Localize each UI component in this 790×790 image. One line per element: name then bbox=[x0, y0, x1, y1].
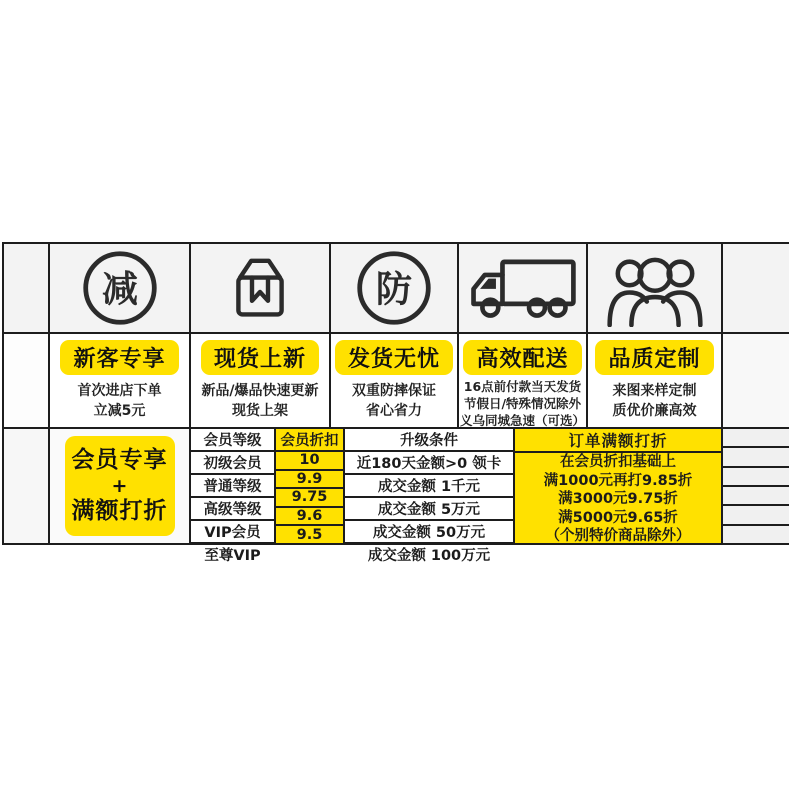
feature-desc: 新品/爆品快速更新 现货上架 bbox=[201, 383, 319, 419]
feature-cell-new-customer bbox=[48, 244, 189, 332]
table-row: 高级等级 bbox=[191, 498, 274, 521]
feature-pill: 现货上新 bbox=[201, 340, 319, 375]
shield-char: 防 bbox=[375, 267, 413, 311]
member-level-column bbox=[189, 429, 274, 564]
feature-label-custom bbox=[586, 334, 721, 427]
icon-row bbox=[4, 244, 789, 334]
promo-grid bbox=[2, 242, 789, 564]
column-header-condition: 升级条件 bbox=[345, 429, 513, 452]
order-discount-column bbox=[513, 429, 721, 543]
column-header-level: 会员等级 bbox=[191, 429, 274, 452]
table-row: 9.5 bbox=[296, 526, 323, 543]
upgrade-condition-column bbox=[343, 429, 513, 564]
table-row: 10 bbox=[276, 452, 343, 471]
label-row bbox=[4, 334, 789, 429]
feature-pill: 发货无忧 bbox=[335, 340, 453, 375]
member-banner-cell bbox=[48, 429, 189, 543]
left-spacer-cell bbox=[4, 244, 48, 332]
right-spacer-cell bbox=[721, 334, 789, 427]
right-spacer-cell bbox=[721, 244, 789, 332]
column-header-discount: 会员折扣 bbox=[276, 429, 343, 452]
plus-sign: + bbox=[111, 475, 128, 497]
table-row: 成交金额 5万元 bbox=[345, 498, 513, 521]
member-banner-line1: 会员专享 bbox=[71, 447, 168, 473]
table-row: 近180天金额>0 领卡 bbox=[345, 452, 513, 475]
feature-desc: 双重防摔保证 省心省力 bbox=[352, 383, 436, 419]
table-row: 普通等级 bbox=[191, 475, 274, 498]
right-spacer-column bbox=[721, 429, 789, 543]
left-spacer-cell bbox=[4, 429, 48, 543]
table-row: 成交金额 1千元 bbox=[345, 475, 513, 498]
table-row: 初级会员 bbox=[191, 452, 274, 475]
table-row: 至尊VIP bbox=[204, 548, 261, 564]
feature-desc: 首次进店下单 立减5元 bbox=[77, 383, 162, 419]
feature-desc: 16点前付款当天发货 节假日/特殊情况除外 义乌同城急速（可选） bbox=[459, 379, 585, 428]
membership-table-row bbox=[4, 429, 789, 564]
feature-pill: 高效配送 bbox=[463, 340, 581, 375]
feature-cell-new-stock bbox=[189, 244, 329, 332]
feature-pill: 品质定制 bbox=[595, 340, 713, 375]
feature-pill: 新客专享 bbox=[60, 340, 178, 375]
package-box-icon bbox=[220, 249, 300, 327]
feature-desc: 来图来样定制 质优价廉高效 bbox=[612, 383, 697, 419]
feature-label-delivery bbox=[457, 334, 586, 427]
feature-label-shipping bbox=[329, 334, 457, 427]
people-icon bbox=[604, 249, 706, 327]
table-row: 成交金额 100万元 bbox=[367, 548, 491, 564]
table-row: 9.9 bbox=[276, 471, 343, 490]
truck-icon bbox=[467, 254, 579, 322]
feature-label-new-stock bbox=[189, 334, 329, 427]
feature-cell-delivery bbox=[457, 244, 586, 332]
left-spacer-cell bbox=[4, 334, 48, 427]
discount-char: 减 bbox=[101, 267, 138, 311]
column-header-order-discount: 订单满额打折 bbox=[515, 429, 721, 453]
feature-label-new-customer bbox=[48, 334, 189, 427]
member-banner bbox=[65, 436, 175, 536]
table-row: 9.6 bbox=[276, 508, 343, 527]
table-row: 成交金额 50万元 bbox=[345, 521, 513, 544]
table-row: 9.75 bbox=[276, 489, 343, 508]
shield-circle-icon bbox=[354, 248, 434, 328]
table-row: VIP会员 bbox=[191, 521, 274, 544]
feature-cell-shipping bbox=[329, 244, 457, 332]
member-banner-line3: 满额打折 bbox=[71, 498, 168, 524]
member-discount-column bbox=[274, 429, 343, 543]
discount-circle-icon bbox=[80, 248, 160, 328]
order-discount-details: 在会员折扣基础上 满1000元再打9.85折 满3000元9.75折 满5000元9.65折 （个别特价商品除外） bbox=[543, 454, 693, 545]
feature-cell-custom bbox=[586, 244, 721, 332]
